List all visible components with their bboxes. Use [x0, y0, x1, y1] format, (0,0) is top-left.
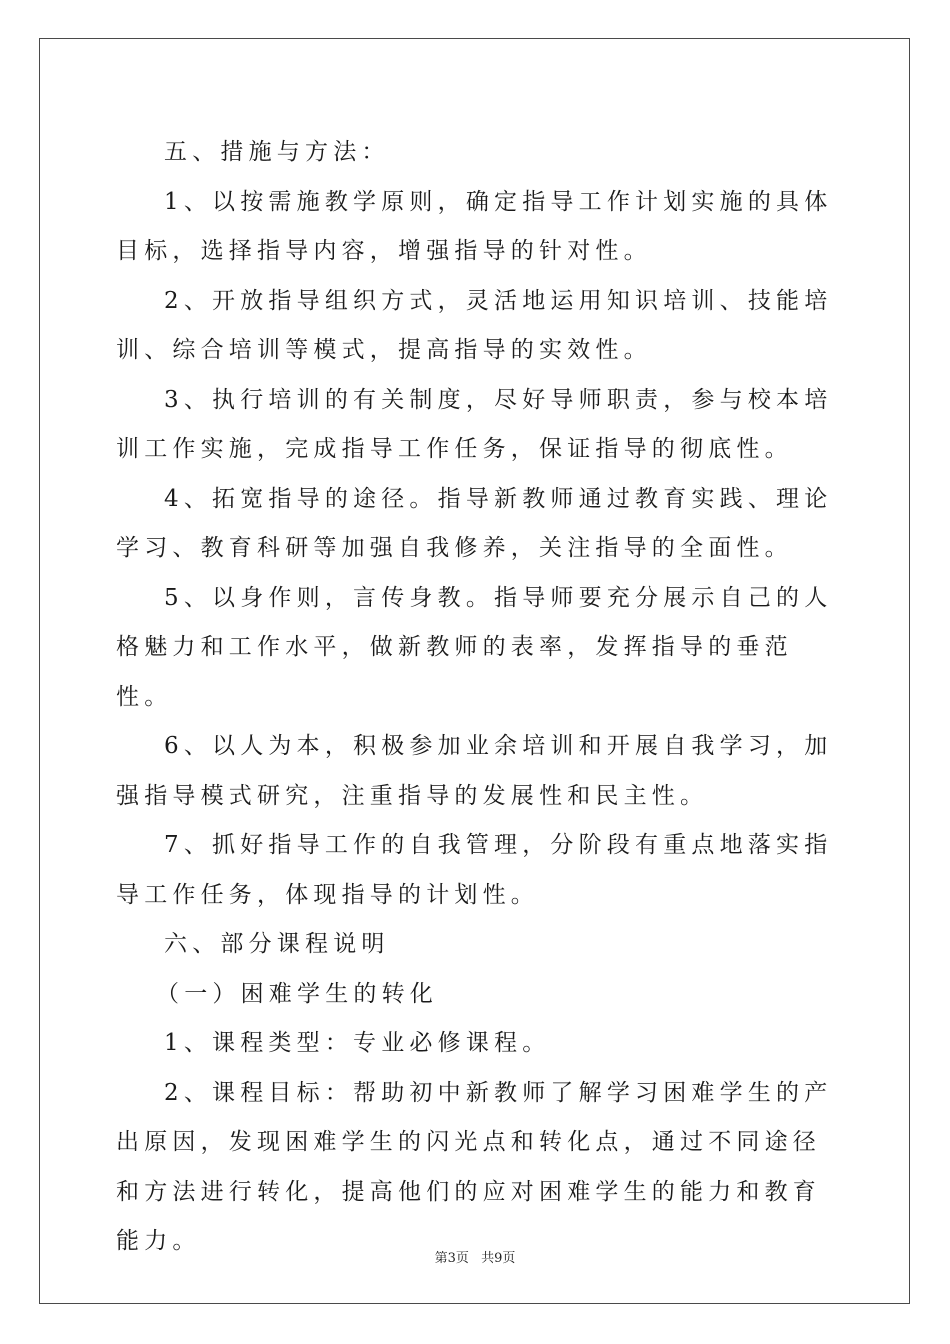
paragraph: 3、执行培训的有关制度，尽好导师职责，参与校本培训工作实施，完成指导工作任务，保证指导的彻底性。	[116, 386, 833, 462]
paragraph: 2、课程目标：帮助初中新教师了解学习困难学生的产出原因，发现困难学生的闪光点和转化点，通过不同途径和方法进行转化，提高他们的应对困难学生的能力和教育能力。	[116, 1079, 833, 1254]
paragraph: 5、以身作则，言传身教。指导师要充分展示自己的人格魅力和工作水平，做新教师的表率，发挥指导的垂范性。	[116, 584, 833, 710]
page-footer	[0, 1247, 950, 1266]
page-number-total: 共9页	[481, 1251, 516, 1266]
paragraph: 4、拓宽指导的途径。指导新教师通过教育实践、理论学习、教育科研等加强自我修养，关注指导的全面性。	[116, 485, 833, 561]
paragraph: 2、开放指导组织方式，灵活地运用知识培训、技能培训、综合培训等模式，提高指导的实效性。	[116, 287, 833, 363]
paragraph: 7、抓好指导工作的自我管理，分阶段有重点地落实指导工作任务，体现指导的计划性。	[116, 832, 833, 908]
document-body	[116, 128, 834, 1267]
paragraph: 1、以按需施教学原则，确定指导工作计划实施的具体目标，选择指导内容，增强指导的针对性。	[116, 188, 833, 264]
page-number-current: 第3页	[434, 1251, 469, 1266]
paragraph: 6、以人为本，积极参加业余培训和开展自我学习，加强指导模式研究，注重指导的发展性和民主性。	[116, 733, 833, 809]
subsection-heading: （一）困难学生的转化	[156, 980, 438, 1007]
paragraph: 1、课程类型：专业必修课程。	[164, 1030, 551, 1056]
section-heading-courses: 六、部分课程说明	[164, 931, 390, 957]
section-heading-measures: 五、措施与方法：	[164, 139, 390, 165]
